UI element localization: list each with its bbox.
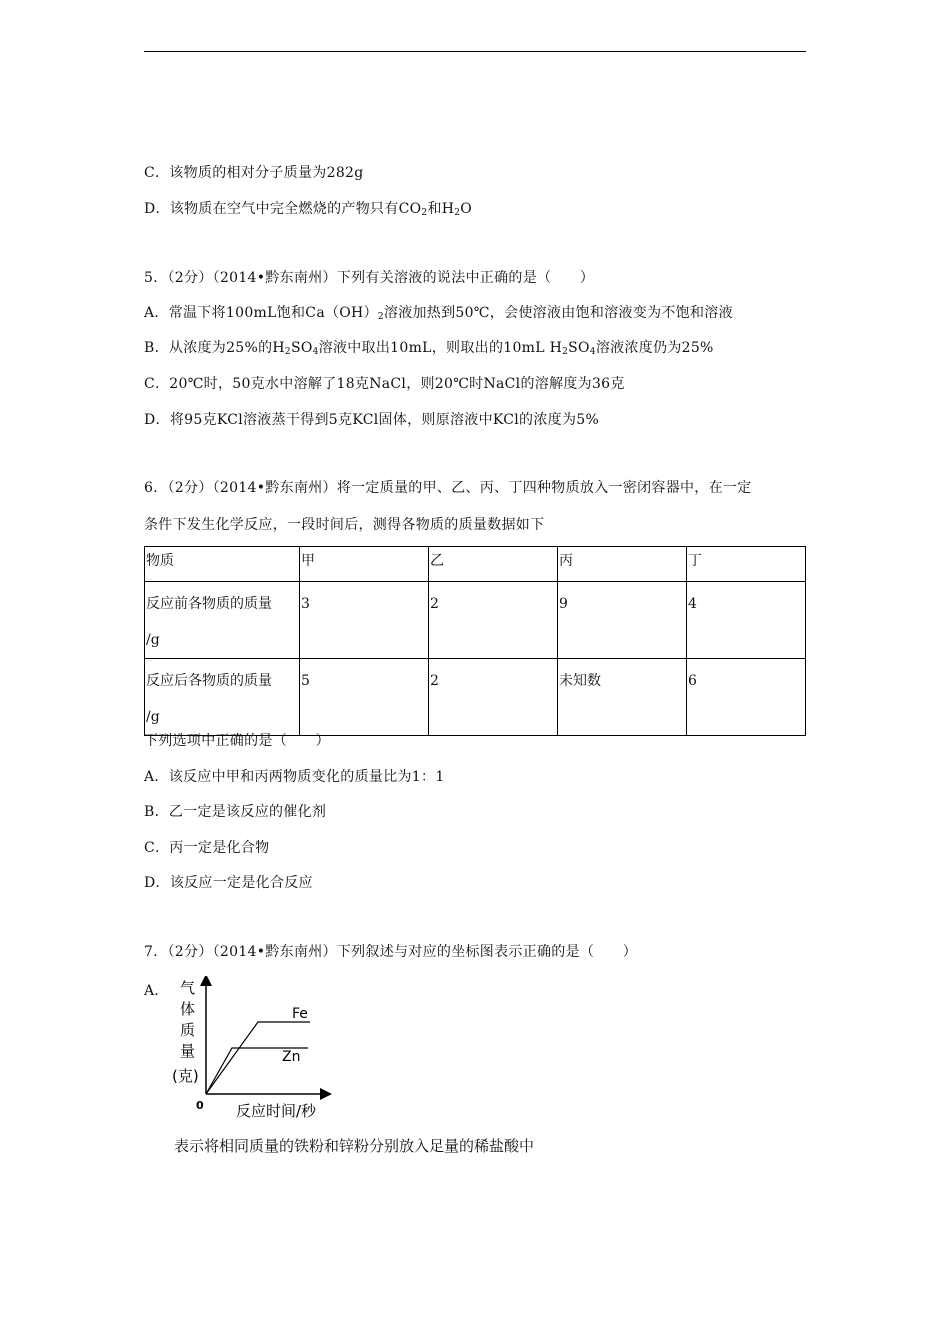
q6-stem-line2: 条件下发生化学反应，一段时间后，测得各物质的质量数据如下 <box>144 517 545 533</box>
q7-option-a-graph <box>168 976 358 1126</box>
table-cell: 6 <box>687 659 806 736</box>
fe-series-label: Fe <box>292 1006 308 1022</box>
table-row-label: 反应后各物质的质量 /g <box>145 659 300 736</box>
y-axis-label-char: 体 <box>180 1000 196 1018</box>
q5-option-a: A．常温下将100mL饱和$Ca(OH)_2$溶液加热到50℃，会使溶液由饱和溶液变为不饱和溶液 <box>144 305 733 322</box>
q4-option-d: D．该物质在空气中完全燃烧的产物只有$CO_2$和$H_2O$ <box>144 201 473 218</box>
q6-option-c: C．丙一定是化合物 <box>144 840 270 856</box>
table-cell: 2 <box>429 659 558 736</box>
table-header-cell: 物质 <box>145 547 300 582</box>
q6-prompt: 下列选项中正确的是（ ） <box>144 733 330 749</box>
q5-option-b: B．从浓度为25%的$H_2SO_4$溶液中取出10mL，则取出的10mL $H_2SO_4$溶液浓度仍为25% <box>144 340 714 357</box>
q6-option-a: A．该反应中甲和丙两物质变化的质量比为1：1 <box>144 769 445 785</box>
q4-option-c: C．该物质的相对分子质量为282g <box>144 165 364 181</box>
table-row-label: 反应前各物质的质量 /g <box>145 582 300 659</box>
q7-stem: 7．（2分）（2014•黔东南州）下列叙述与对应的坐标图表示正确的是（ ） <box>144 944 638 960</box>
q6-option-b: B．乙一定是该反应的催化剂 <box>144 804 327 820</box>
table-cell: 未知数 <box>558 659 687 736</box>
q6-stem-line1: 6．（2分）（2014•黔东南州）将一定质量的甲、乙、丙、丁四种物质放入一密闭容器中，在一定 <box>144 480 752 496</box>
q7-option-a-caption: 表示将相同质量的铁粉和锌粉分别放入足量的稀盐酸中 <box>174 1137 535 1155</box>
y-axis-label-char: 质 <box>180 1021 196 1039</box>
q5-option-c: C．20℃时，50克水中溶解了18克NaCl，则20℃时NaCl的溶解度为36克 <box>144 376 625 392</box>
header-rule <box>144 51 806 52</box>
y-axis-label-char: (克) <box>172 1067 199 1085</box>
table-cell: 9 <box>558 582 687 659</box>
y-axis-label-char: 气 <box>180 979 196 997</box>
q5-option-d: D．将95克KCl溶液蒸干得到5克KCl固体，则原溶液中KCl的浓度为5% <box>144 412 600 428</box>
table-row <box>145 582 806 659</box>
table-header-cell: 甲 <box>300 547 429 582</box>
q7-option-a-label: A． <box>144 983 169 999</box>
q5-stem: 5．（2分）（2014•黔东南州）下列有关溶液的说法中正确的是（ ） <box>144 270 595 286</box>
table-cell: 4 <box>687 582 806 659</box>
x-axis-label: 反应时间/秒 <box>236 1102 317 1120</box>
table-header-cell: 乙 <box>429 547 558 582</box>
q6-data-table <box>144 546 806 736</box>
table-cell: 2 <box>429 582 558 659</box>
table-cell: 3 <box>300 582 429 659</box>
table-header-cell: 丁 <box>687 547 806 582</box>
y-axis-label-char: 量 <box>180 1042 196 1060</box>
table-header-cell: 丙 <box>558 547 687 582</box>
zn-series-label: Zn <box>282 1049 301 1065</box>
table-cell: 5 <box>300 659 429 736</box>
table-row <box>145 659 806 736</box>
origin-label: 0 <box>196 1099 204 1112</box>
table-header-row <box>145 547 806 582</box>
q6-option-d: D．该反应一定是化合反应 <box>144 875 313 891</box>
